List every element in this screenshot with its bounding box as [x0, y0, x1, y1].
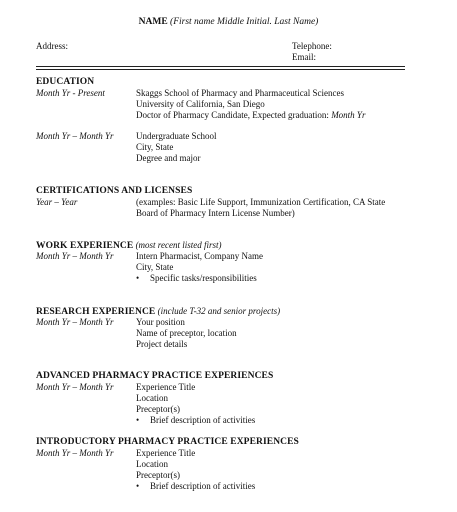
education-school-1: Skaggs School of Pharmacy and Pharmaceutical Sciences [136, 88, 344, 98]
bullet-icon: • [136, 415, 140, 425]
name-hint: (First name Middle Initial. Last Name) [170, 17, 319, 27]
certifications-heading: CERTIFICATIONS AND LICENSES [36, 186, 193, 196]
certifications-line-1: (examples: Basic Life Support, Immunization Certification, CA State [136, 197, 386, 207]
email-label: Email: [292, 52, 316, 62]
research-preceptor: Name of preceptor, location [136, 328, 237, 338]
work-bullet-item [136, 273, 257, 284]
header-rule-thin [36, 69, 405, 70]
ippe-bullet-text: Brief description of activities [150, 481, 256, 491]
bullet-icon: • [136, 481, 140, 491]
degree-date: Month Yr [331, 110, 366, 120]
ippe-date: Month Yr – Month Yr [36, 448, 114, 458]
address-label: Address: [36, 41, 68, 51]
education-heading: EDUCATION [36, 77, 95, 87]
education-date-1: Month Yr - Present [36, 88, 105, 98]
name-label: NAME [138, 17, 168, 27]
appe-date: Month Yr – Month Yr [36, 382, 114, 392]
education-date-2: Month Yr – Month Yr [36, 131, 114, 141]
appe-preceptor: Preceptor(s) [136, 404, 180, 414]
research-date: Month Yr – Month Yr [36, 317, 114, 327]
resume-name-title [0, 17, 457, 28]
work-location: City, State [136, 262, 174, 272]
ippe-location: Location [136, 459, 168, 469]
header-rule-thick [36, 66, 405, 67]
research-note: (include T-32 and senior projects) [157, 306, 281, 316]
research-position: Your position [136, 317, 185, 327]
education-university-1: University of California, San Diego [136, 99, 265, 109]
education-degree-1 [136, 110, 365, 121]
certifications-line-2: Board of Pharmacy Intern License Number) [136, 208, 295, 218]
work-date: Month Yr – Month Yr [36, 251, 114, 261]
ippe-preceptor: Preceptor(s) [136, 470, 180, 480]
work-note: (most recent listed first) [135, 240, 222, 250]
appe-heading: ADVANCED PHARMACY PRACTICE EXPERIENCES [36, 371, 274, 381]
telephone-label: Telephone: [292, 41, 332, 51]
appe-bullet-text: Brief description of activities [150, 415, 256, 425]
appe-bullet-item [136, 415, 255, 426]
ippe-bullet-item [136, 481, 255, 492]
education-degree-2: Degree and major [136, 153, 201, 163]
work-position: Intern Pharmacist, Company Name [136, 251, 263, 261]
ippe-title: Experience Title [136, 448, 196, 458]
research-details: Project details [136, 339, 188, 349]
work-heading: WORK EXPERIENCE [36, 241, 134, 251]
education-city-2: City, State [136, 142, 174, 152]
bullet-icon: • [136, 273, 140, 283]
research-heading: RESEARCH EXPERIENCE [36, 307, 156, 317]
ippe-heading: INTRODUCTORY PHARMACY PRACTICE EXPERIENCES [36, 437, 299, 447]
appe-title: Experience Title [136, 382, 196, 392]
appe-location: Location [136, 393, 168, 403]
education-school-2: Undergraduate School [136, 131, 217, 141]
certifications-date: Year – Year [36, 197, 78, 207]
work-bullet-text: Specific tasks/responsibilities [150, 273, 257, 283]
degree-text: Doctor of Pharmacy Candidate, Expected graduation: [136, 110, 332, 120]
